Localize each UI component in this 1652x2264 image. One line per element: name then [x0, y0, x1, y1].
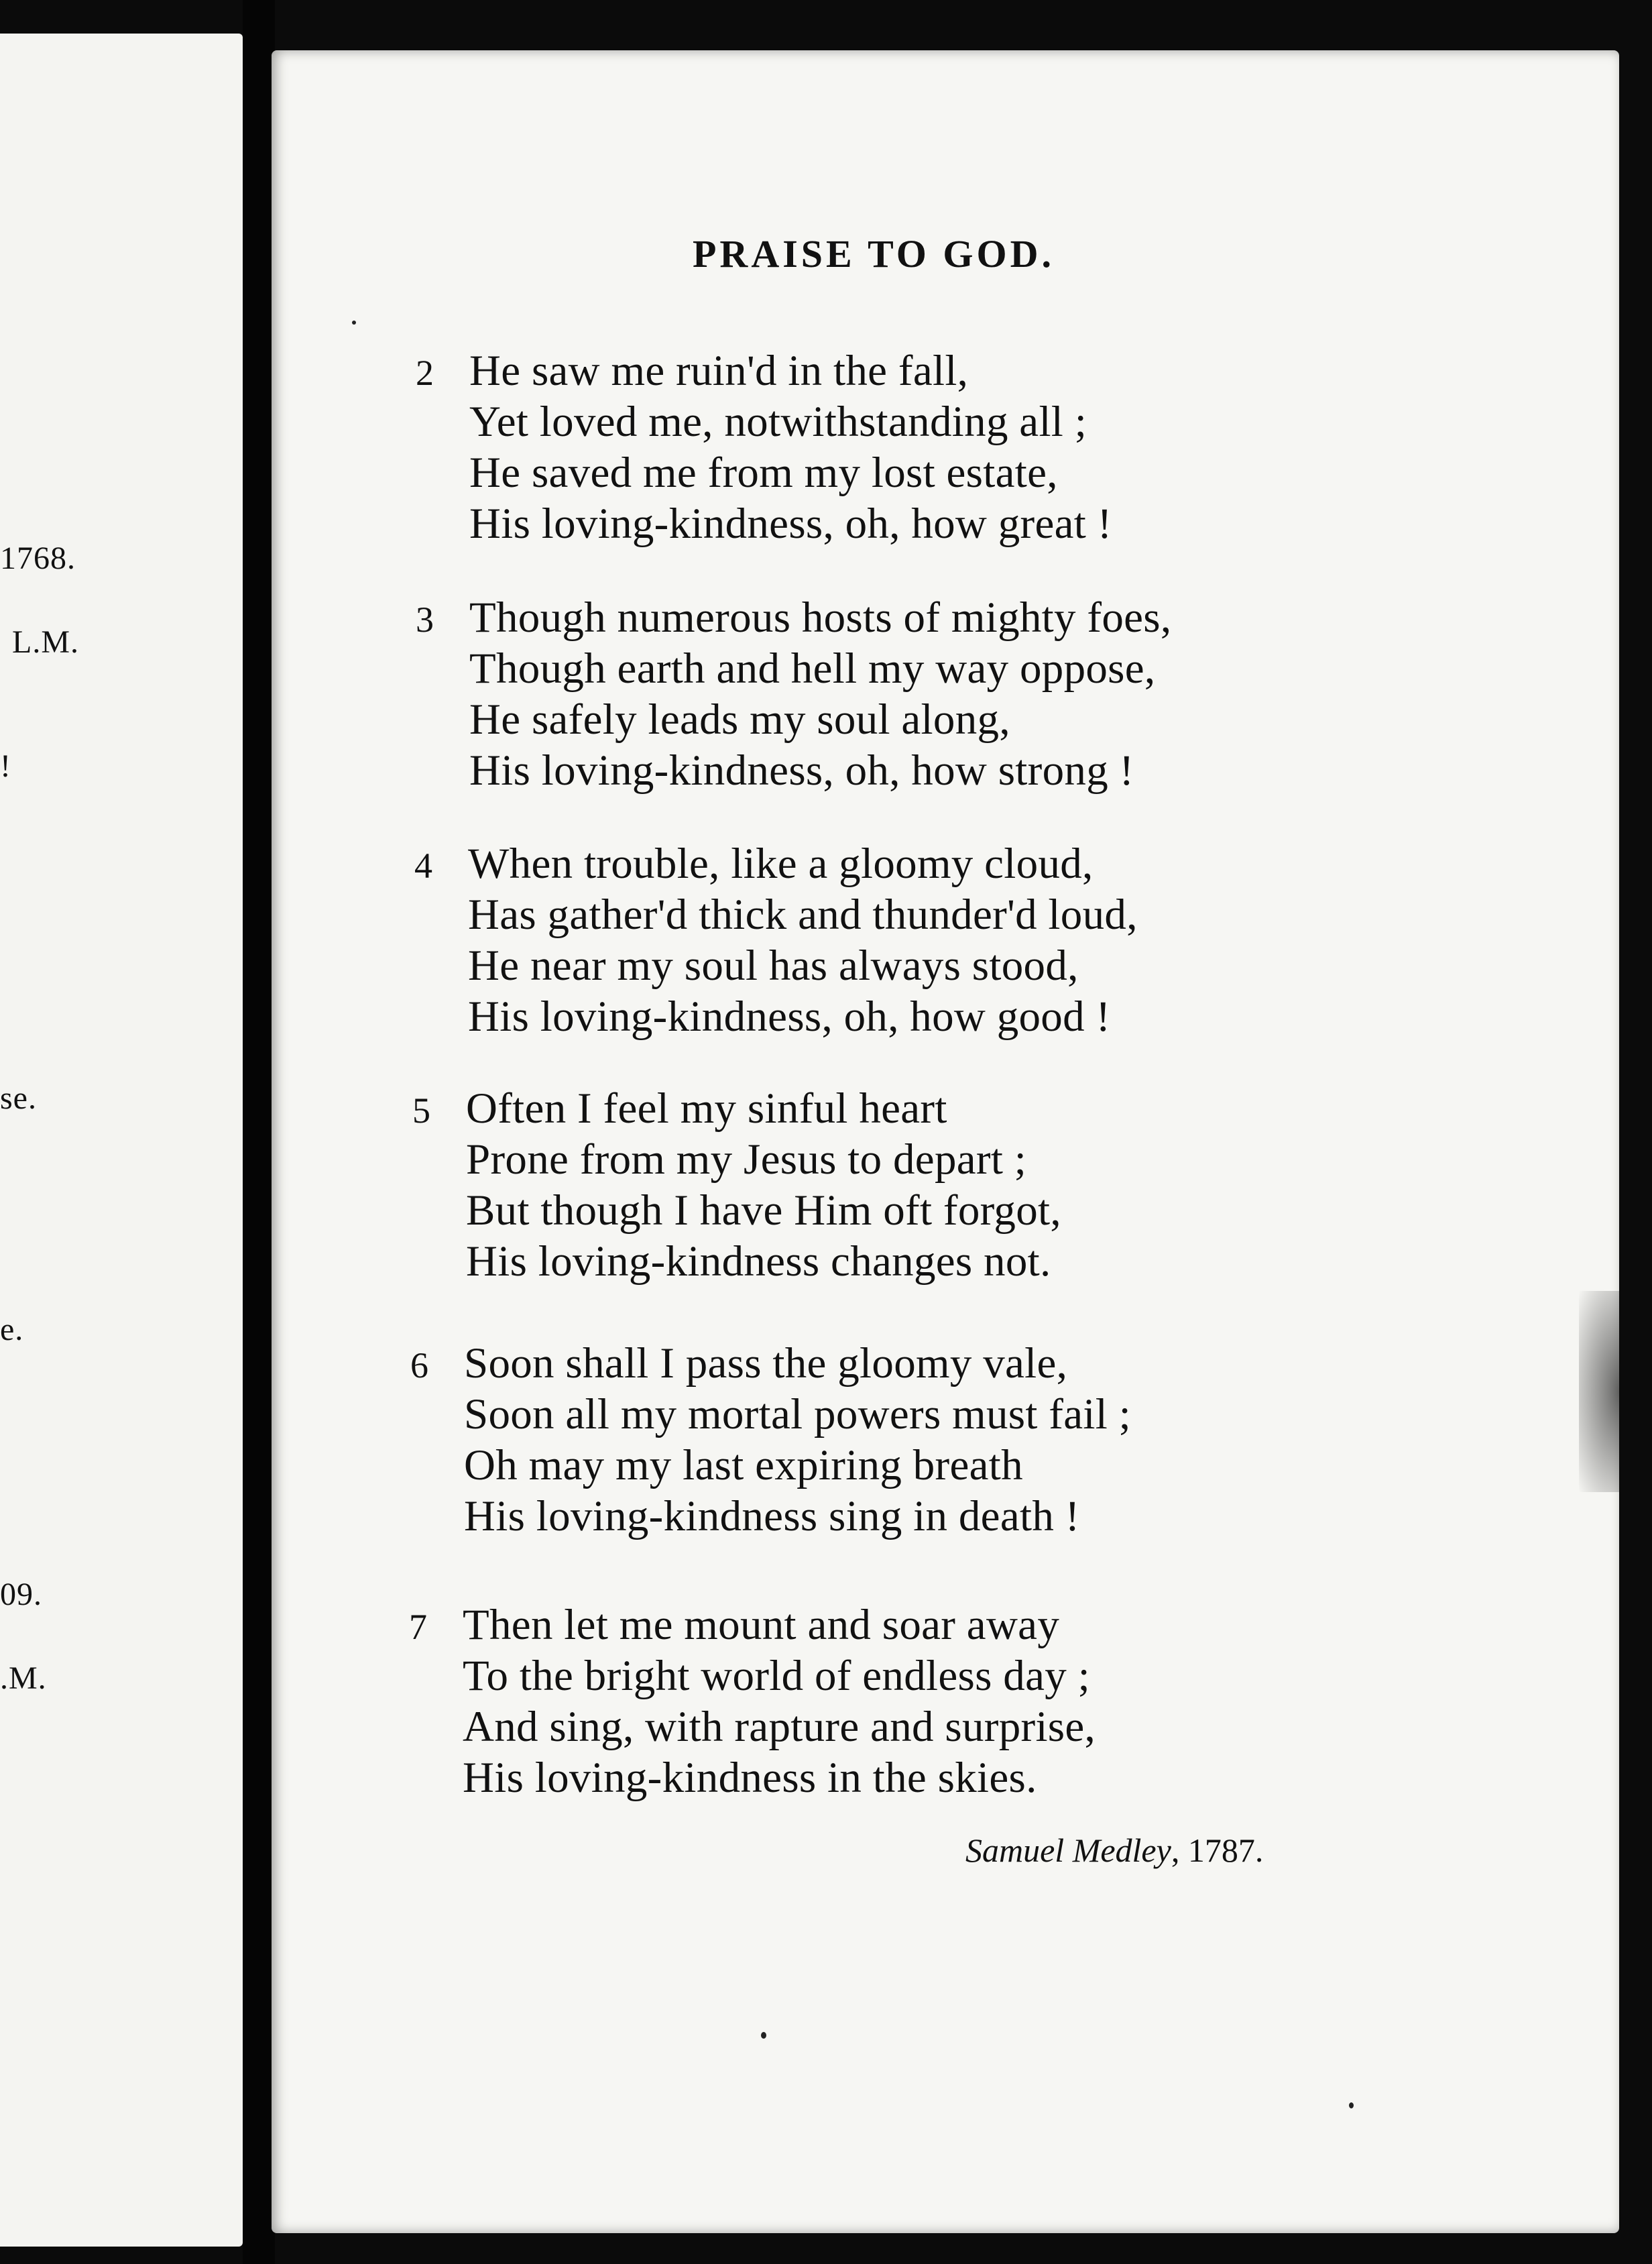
- scan-speck: [352, 321, 356, 325]
- left-fragment: .M.: [0, 1660, 47, 1696]
- verse-line: He safely leads my soul along,: [469, 695, 1010, 744]
- verse-line: He saw me ruin'd in the fall,: [469, 347, 969, 395]
- scan-speck: [1349, 2102, 1354, 2108]
- verse-line: Yet loved me, notwithstanding all ;: [469, 398, 1087, 446]
- verse-line: Oh may my last expiring breath: [464, 1441, 1023, 1489]
- verse-number: 7: [409, 1607, 427, 1647]
- left-fragment: se.: [0, 1080, 37, 1116]
- verse-line: Though numerous hosts of mighty foes,: [469, 593, 1172, 642]
- left-fragment: 1768.: [0, 541, 76, 576]
- verse-line: His loving-kindness sing in death !: [464, 1492, 1080, 1540]
- verse-line: Prone from my Jesus to depart ;: [466, 1135, 1027, 1184]
- verse-line: When trouble, like a gloomy cloud,: [468, 840, 1094, 888]
- verse-line: His loving-kindness in the skies.: [463, 1754, 1037, 1802]
- verse-line: And sing, with rapture and surprise,: [463, 1703, 1096, 1751]
- verse-number: 2: [416, 353, 434, 393]
- verse-line: He saved me from my lost estate,: [469, 449, 1058, 497]
- verse-line: He near my soul has always stood,: [468, 942, 1079, 990]
- verse-line: But though I have Him oft forgot,: [466, 1186, 1061, 1235]
- left-fragment: L.M.: [12, 624, 79, 660]
- verse-line: His loving-kindness, oh, how strong !: [469, 746, 1134, 795]
- attribution-year: , 1787.: [1171, 1831, 1264, 1869]
- verse-line: Then let me mount and soar away: [463, 1601, 1060, 1649]
- verse-line: Soon all my mortal powers must fail ;: [464, 1390, 1132, 1438]
- verse-line: Though earth and hell my way oppose,: [469, 644, 1156, 693]
- verse-line: To the bright world of endless day ;: [463, 1652, 1090, 1700]
- verse-line: Often I feel my sinful heart: [466, 1084, 947, 1133]
- left-fragment: !: [0, 748, 11, 784]
- left-fragment: 09.: [0, 1577, 42, 1612]
- verse-line: His loving-kindness, oh, how good !: [468, 993, 1111, 1041]
- verse-line: Soon shall I pass the gloomy vale,: [464, 1339, 1068, 1388]
- page-edge-shadow: [1579, 1291, 1619, 1492]
- verse-line: His loving-kindness changes not.: [466, 1237, 1051, 1286]
- verse-line: His loving-kindness, oh, how great !: [469, 500, 1112, 548]
- verse-number: 3: [416, 600, 434, 640]
- scan-speck: [761, 2032, 766, 2039]
- left-fragment: e.: [0, 1312, 24, 1347]
- hymn-attribution: [965, 1831, 1263, 1870]
- page-title: PRAISE TO GOD.: [693, 232, 1055, 276]
- verse-line: Has gather'd thick and thunder'd loud,: [468, 891, 1138, 939]
- verse-number: 5: [412, 1090, 430, 1131]
- verse-number: 6: [410, 1345, 428, 1385]
- left-page: [0, 34, 243, 2247]
- author-name: Samuel Medley: [965, 1831, 1171, 1869]
- verse-number: 4: [414, 846, 432, 886]
- book-gutter: [243, 0, 275, 2264]
